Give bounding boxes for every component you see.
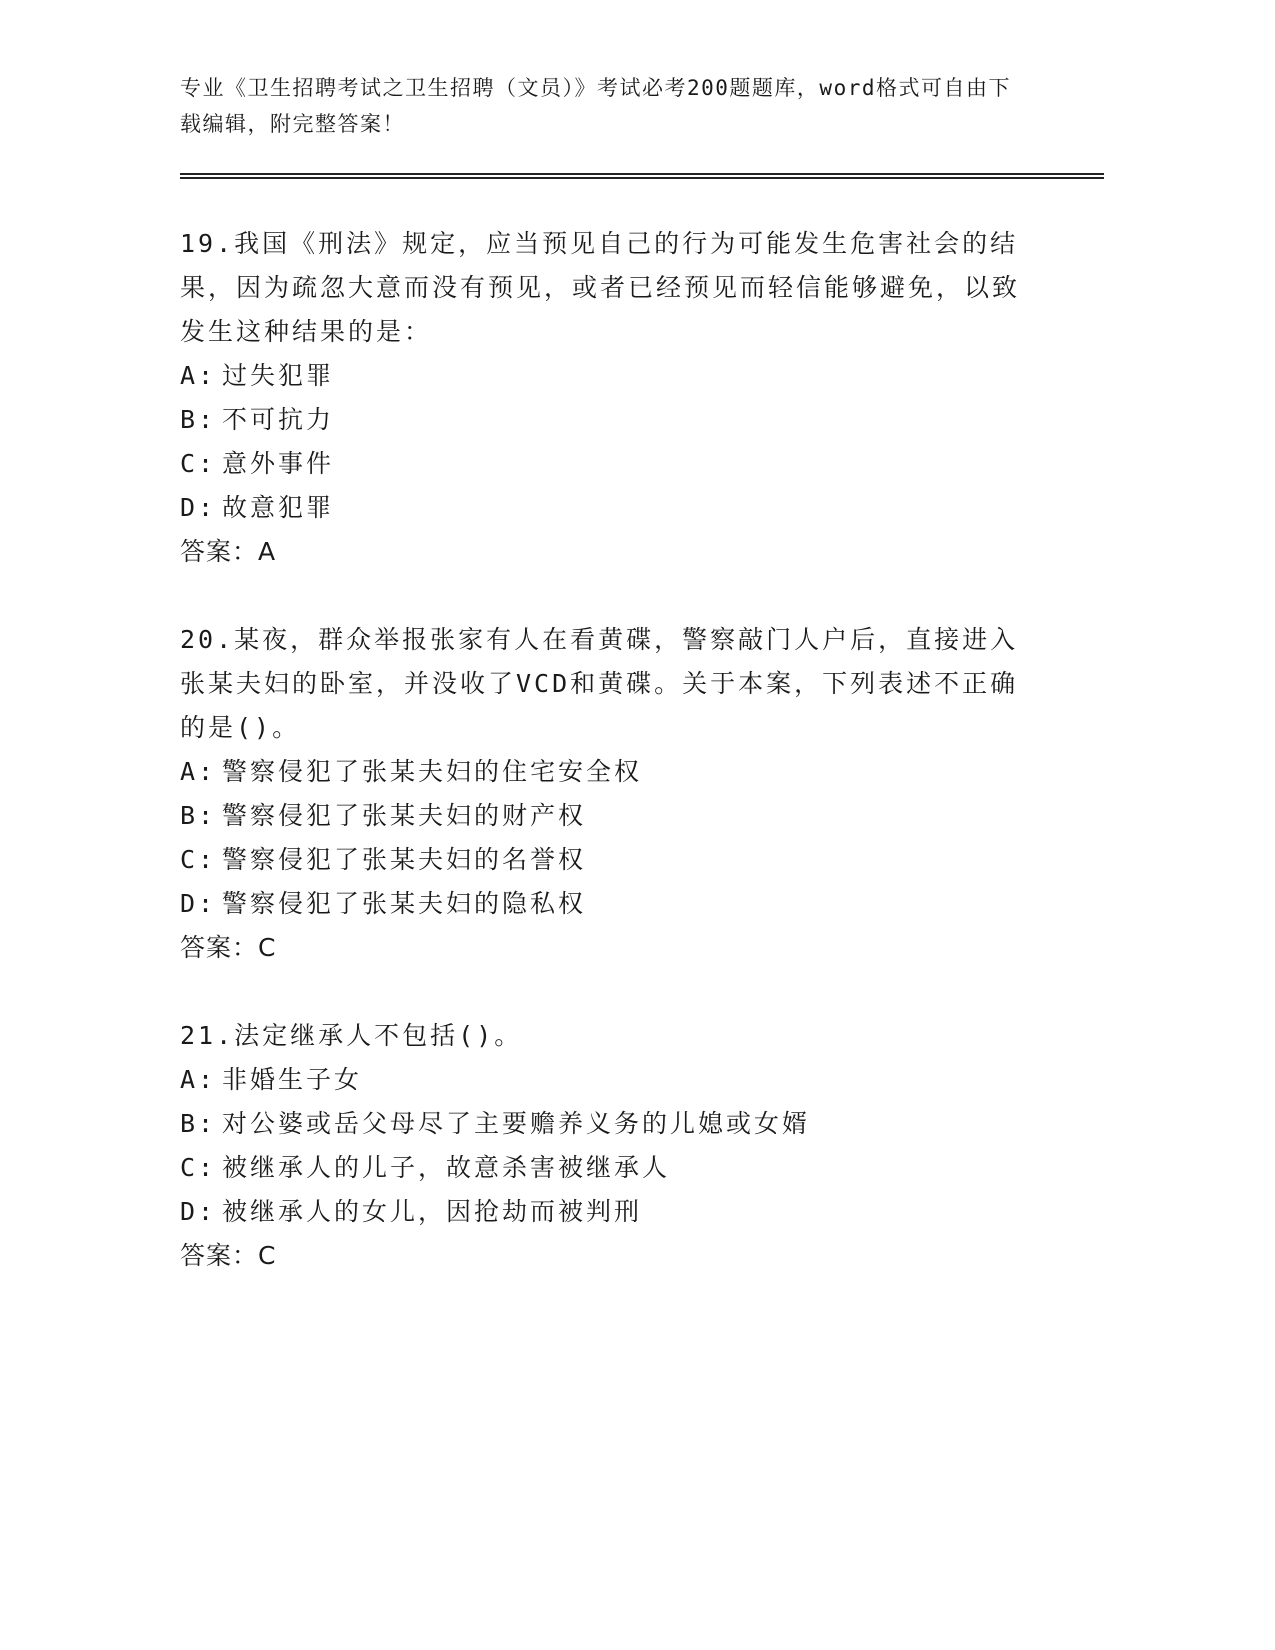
option-letter: C: xyxy=(180,1153,217,1182)
option-a xyxy=(180,1058,1040,1102)
option-text: 非婚生子女 xyxy=(222,1065,363,1094)
question-stem: 21.法定继承人不包括()。 xyxy=(180,1021,523,1050)
option-text: 意外事件 xyxy=(222,449,335,478)
option-letter: D: xyxy=(180,889,217,918)
option-text: 警察侵犯了张某夫妇的隐私权 xyxy=(222,889,587,918)
answer-line: 答案：C xyxy=(180,1241,277,1270)
option-c xyxy=(180,1146,1040,1190)
option-text: 警察侵犯了张某夫妇的名誉权 xyxy=(222,845,587,874)
option-letter: D: xyxy=(180,493,217,522)
option-text: 被继承人的儿子，故意杀害被继承人 xyxy=(222,1153,671,1182)
option-letter: B: xyxy=(180,801,217,830)
option-text: 警察侵犯了张某夫妇的财产权 xyxy=(222,801,587,830)
option-letter: A: xyxy=(180,757,217,786)
option-letter: D: xyxy=(180,1197,217,1226)
option-b xyxy=(180,794,1040,838)
option-text: 不可抗力 xyxy=(222,405,335,434)
document-header: 专业《卫生招聘考试之卫生招聘（文员）》考试必考200题题库，word格式可自由下载编辑，附完整答案！ xyxy=(180,76,1011,136)
answer-line: 答案：C xyxy=(180,933,277,962)
answer-line: 答案：A xyxy=(180,537,277,566)
option-letter: C: xyxy=(180,449,217,478)
option-letter: B: xyxy=(180,405,217,434)
option-c xyxy=(180,838,1040,882)
option-text: 被继承人的女儿，因抢劫而被判刑 xyxy=(222,1197,643,1226)
question-list xyxy=(180,222,1040,1322)
question-stem: 20.某夜，群众举报张家有人在看黄碟，警察敲门人户后，直接进入张某夫妇的卧室，并没收了VCD和黄碟。关于本案，下列表述不正确的是()。 xyxy=(180,625,1019,742)
header-divider-bottom xyxy=(180,177,1104,179)
option-d xyxy=(180,882,1040,926)
question-stem: 19.我国《刑法》规定，应当预见自己的行为可能发生危害社会的结果，因为疏忽大意而没有预见，或者已经预见而轻信能够避免，以致发生这种结果的是： xyxy=(180,229,1021,346)
option-text: 故意犯罪 xyxy=(222,493,335,522)
header-divider-top xyxy=(180,173,1104,175)
option-a xyxy=(180,354,1040,398)
question-19 xyxy=(180,222,1040,574)
option-letter: A: xyxy=(180,361,217,390)
option-letter: B: xyxy=(180,1109,217,1138)
option-letter: A: xyxy=(180,1065,217,1094)
option-text: 过失犯罪 xyxy=(222,361,335,390)
question-21 xyxy=(180,1014,1040,1278)
question-20 xyxy=(180,618,1040,970)
option-b xyxy=(180,398,1040,442)
option-text: 警察侵犯了张某夫妇的住宅安全权 xyxy=(222,757,643,786)
option-d xyxy=(180,486,1040,530)
option-b xyxy=(180,1102,1040,1146)
option-a xyxy=(180,750,1040,794)
option-text: 对公婆或岳父母尽了主要赡养义务的儿媳或女婿 xyxy=(222,1109,811,1138)
option-d xyxy=(180,1190,1040,1234)
option-c xyxy=(180,442,1040,486)
option-letter: C: xyxy=(180,845,217,874)
